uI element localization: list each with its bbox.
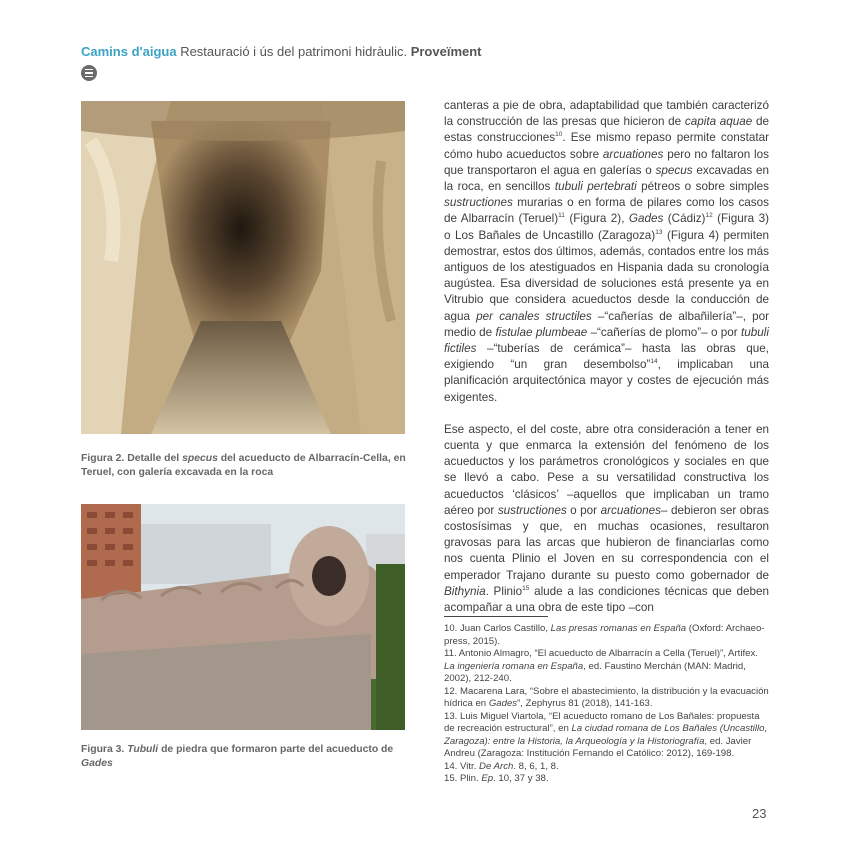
header-brand: Camins d'aigua — [81, 44, 177, 59]
footnote: 10. Juan Carlos Castillo, Las presas romanas en España (Oxford: Archaeo-press, 2015). — [444, 623, 765, 647]
running-header — [81, 44, 482, 59]
footnote: 14. Vitr. De Arch. 8, 6, 1, 8. — [444, 760, 559, 772]
paragraph: canteras a pie de obra, adaptabilidad que también caracterizó la construcción de las presas que hicieron de capita aquae de estas construcciones$^{10}$. Ese mismo repaso permite constatar cómo hubo acueductos sobre arcuationes pero no faltaron los que transportaron el agua en galerías o specus excavadas en la roca, en sencillos tubuli pertebrati pétreos o sobre simples sustructiones murarias o en forma de pilares como los casos de Albarracín (Teruel)$^{11}$ (Figura 2), Gades (Cádiz)$^{12}$ (Figura 3) o Los Bañales de Uncastillo (Zaragoza)$^{13}$ (Figura 4) permiten demostrar, estos dos últimos, además, contados entre los más antiguos de los atestiguados en Hispania dada su cronología augústea. Esa diversidad de soluciones está presente ya en Vitrubio que considera acueductos desde la conducción de agua per canales structiles –“cañerías de albañilería”–, por medio de fistulae plumbeae –“cañerías de plomo”– o por tubuli fictiles –“tuberías de cerámica”– hasta las obras que, exigiendo “un gran desembolso”$^{14}$, implicaban una planificación arquitectónica mayor y costes de ejecución más exigentes. — [444, 99, 769, 404]
footnote: 12. Macarena Lara, “Sobre el abastecimiento, la distribución y la evacuación hídrica en Gades”, Zephyrus 81 (2018), 141-163. — [444, 685, 769, 709]
figure-tunnel-photo — [81, 101, 405, 434]
menu-icon[interactable] — [81, 65, 97, 81]
page-number: 23 — [752, 806, 767, 821]
figure-caption: Figura 2. Detalle del specus del acueducto de Albarracín-Cella, en Teruel, con galería excavada en la roca — [81, 453, 406, 478]
header-subtitle: Restauració i ús del patrimoni hidràulic. — [180, 44, 408, 59]
figure-caption: Figura 3. Tubuli de piedra que formaron parte del acueducto de Gades — [81, 744, 394, 769]
footnote: 11. Antonio Almagro, “El acueducto de Albarracín a Cella (Teruel)”, Artifex. La ingeniería romana en España, ed. Faustino Merchán (MAN: Madrid, 2002), 212-240. — [444, 648, 758, 684]
footnote-divider — [444, 616, 548, 617]
footnotes — [444, 623, 770, 786]
body-text — [444, 98, 769, 632]
paragraph: Ese aspecto, el del coste, abre otra consideración a tener en cuenta y que enmarca la extensión del fenómeno de los acueductos y los parámetros cronológicos y sociales en que se llevó a cabo. Pese a su versatilidad constructiva los acueductos ‘clásicos’ –aquellos que implicaban un tramo aéreo por sustructiones o por arcuationes– debieron ser obras costosísimas y que, en muchas ocasiones, resultaron gravosas para las arcas que hubieron de financiarlas como nos cuenta Plinio el Joven en su correspondencia con el emperador Trajano durante su puesto como gobernador de Bithynia. Plinio$^{15}$ alude a las condiciones técnicas que deben acompañar a una obra de este tipo –con — [444, 422, 770, 615]
header-section: Proveïment — [410, 44, 482, 59]
footnote: 15. Plin. Ep. 10, 37 y 38. — [444, 773, 549, 784]
figure-tubuli-photo — [81, 504, 405, 730]
footnote: 13. Luis Miguel Viartola, “El acueducto romano de Los Bañales: propuesta de recreación estructural”, en La ciudad romana de Los Bañales (Uncastillo, Zaragoza): entre la Historia, la Arqueología y la Historiografía, ed. Javier Andreu (Zaragoza: Institución Fernando el Católico: 2012), 169-198. — [444, 710, 768, 759]
